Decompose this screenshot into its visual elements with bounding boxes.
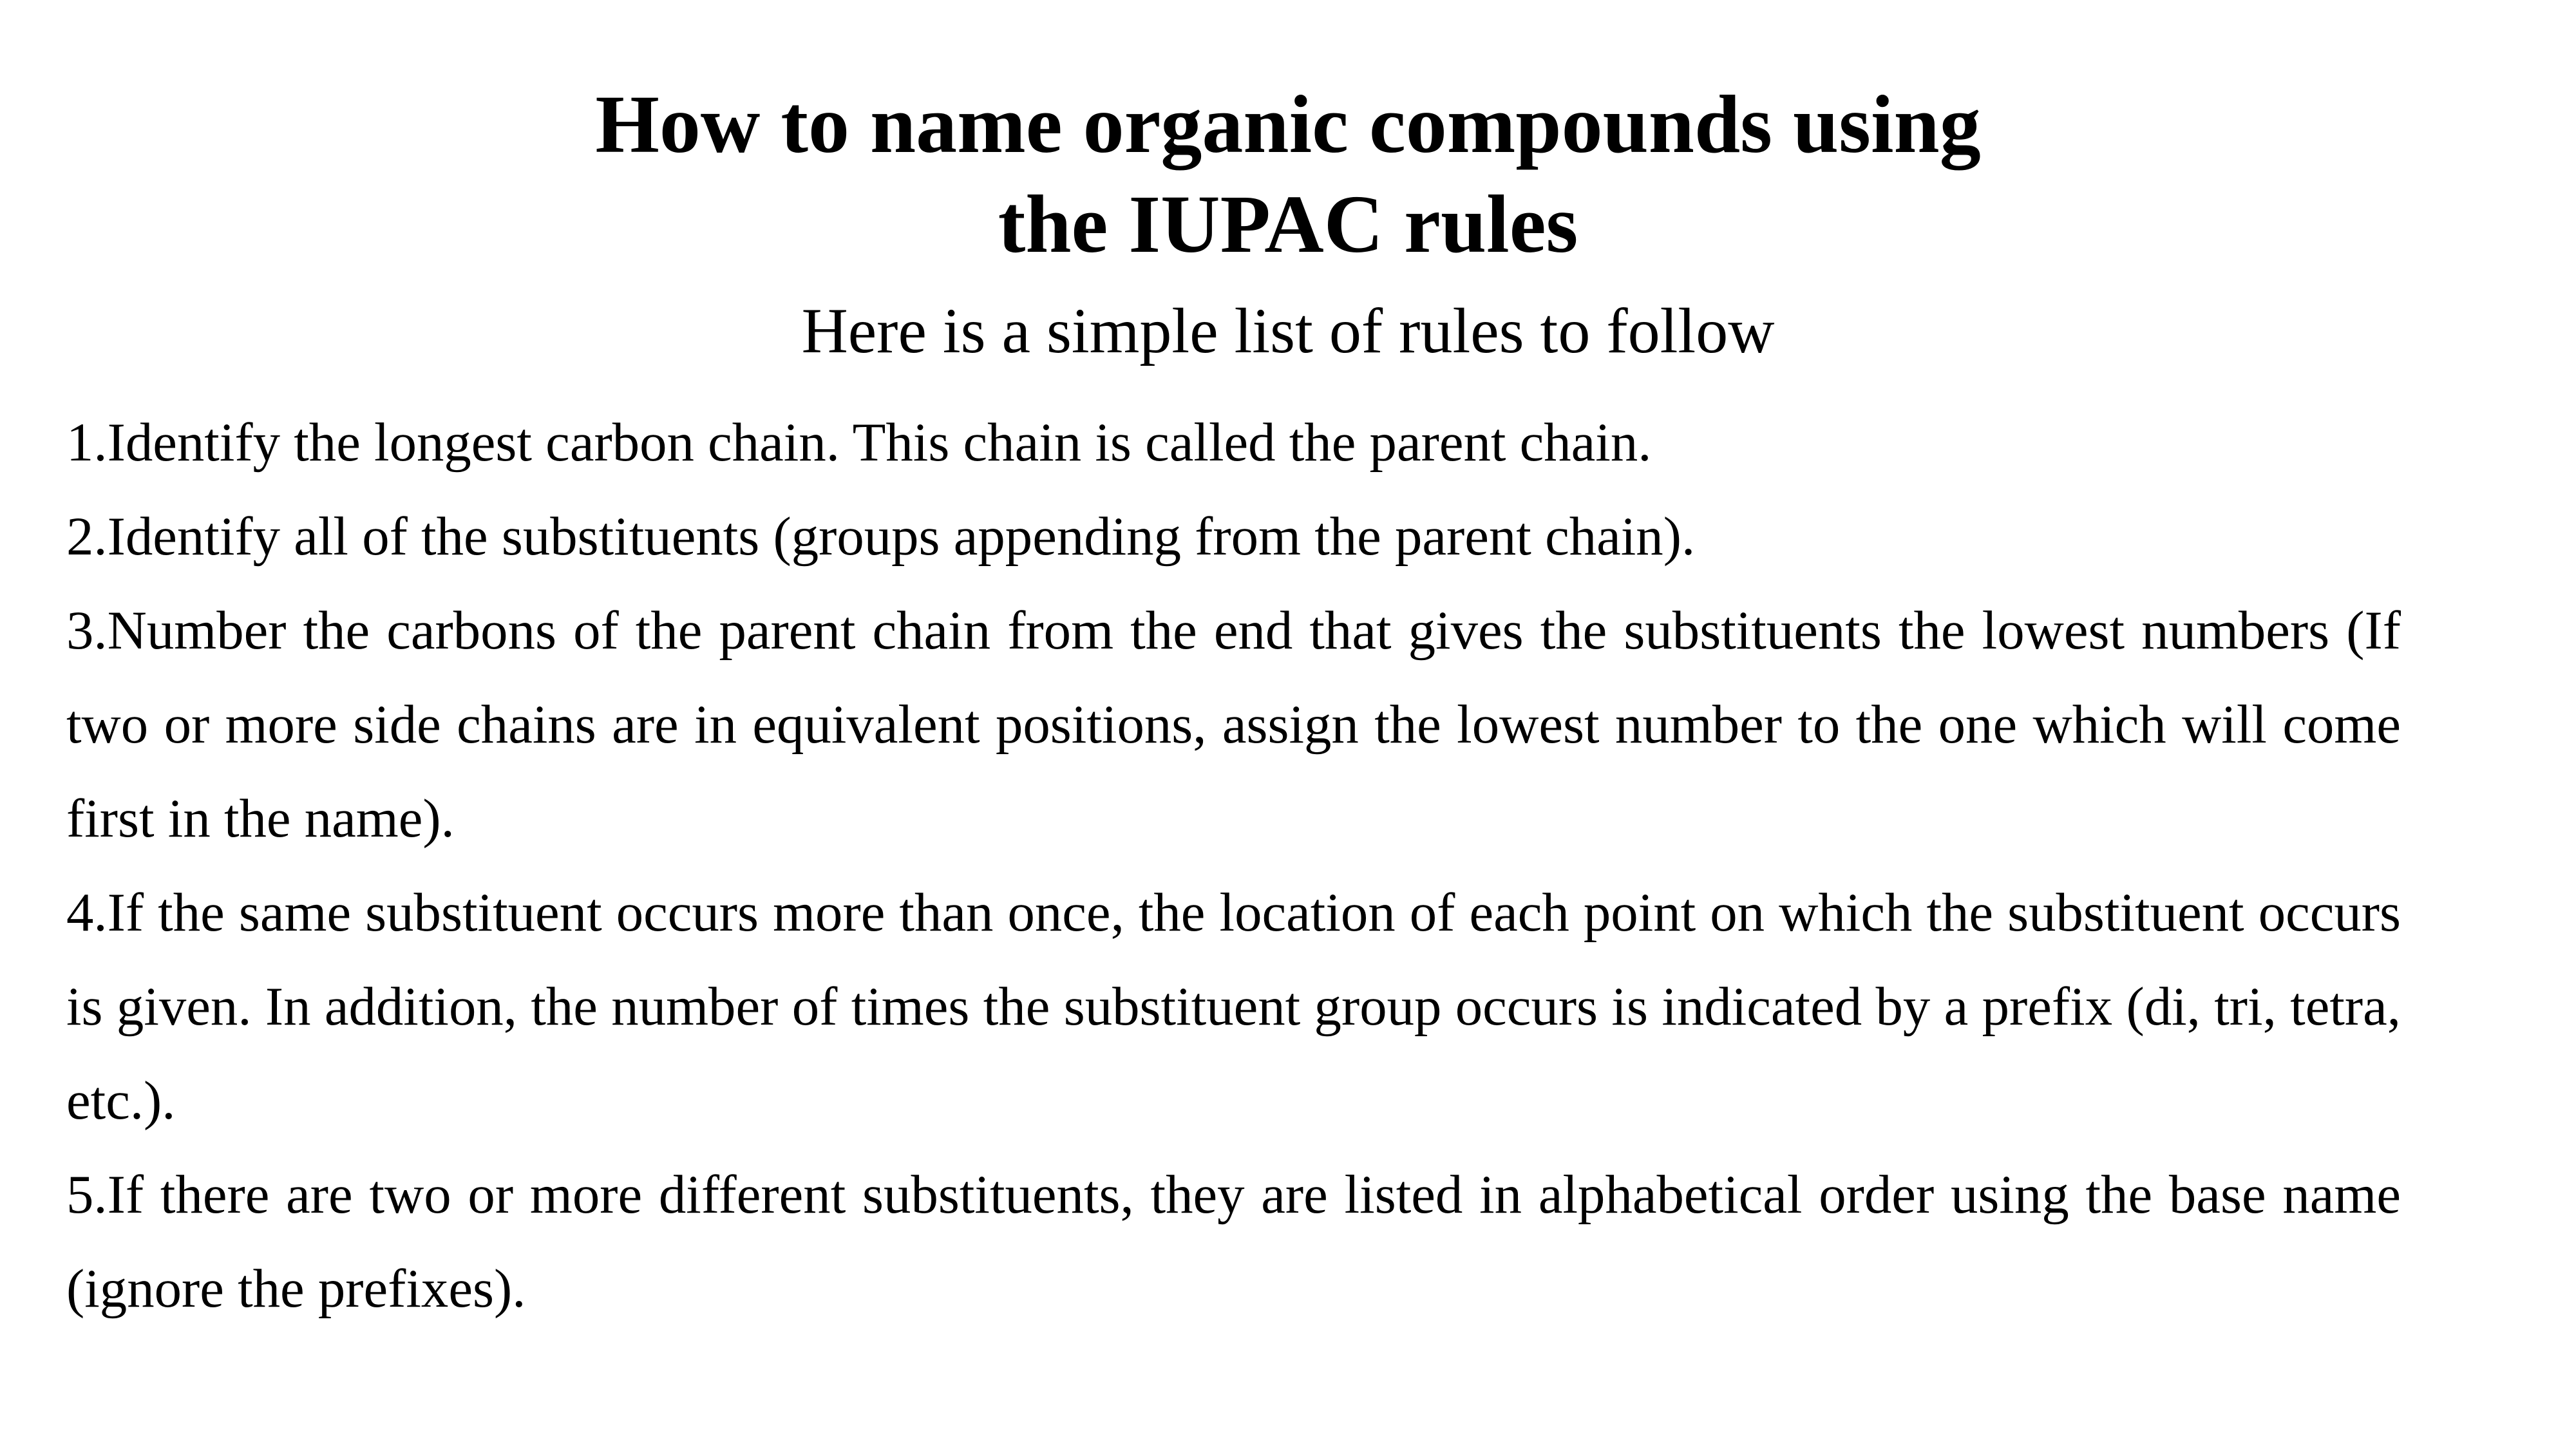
page-title-line-2: the IUPAC rules [998, 178, 1578, 270]
rules-list [0, 395, 2576, 1336]
rule-4 [66, 866, 2401, 1148]
page-title [0, 75, 2576, 274]
rule-1-number: 1. [66, 412, 108, 473]
rule-1 [66, 395, 2401, 489]
rule-5-text: If there are two or more different substituents, they are listed in alphabetical order using the base name (ignore the prefixes). [66, 1164, 2401, 1320]
rule-2-number: 2. [66, 506, 108, 567]
rule-4-text: If the same substituent occurs more than once, the location of each point on which the substituent occurs is given. In addition, the number of times the substituent group occurs is indicated by a prefix (di, tri, tetra, etc.). [66, 882, 2401, 1132]
rule-3 [66, 583, 2401, 866]
page-subtitle: Here is a simple list of rules to follow [801, 295, 1775, 367]
rule-2-text: Identify all of the substituents (groups appending from the parent chain). [107, 506, 1696, 567]
rule-5-number: 5. [66, 1164, 108, 1226]
rule-3-number: 3. [66, 600, 108, 661]
rule-3-text: Number the carbons of the parent chain from the end that gives the substituents the lowest numbers (If two or more side chains are in equivalent positions, assign the lowest number to the one which will come first in the name). [66, 600, 2401, 849]
rule-4-number: 4. [66, 882, 108, 943]
page-title-line-1: How to name organic compounds using [595, 78, 1981, 170]
rule-1-text: Identify the longest carbon chain. This chain is called the parent chain. [107, 412, 1652, 473]
rule-2 [66, 489, 2401, 583]
rule-5 [66, 1148, 2401, 1336]
